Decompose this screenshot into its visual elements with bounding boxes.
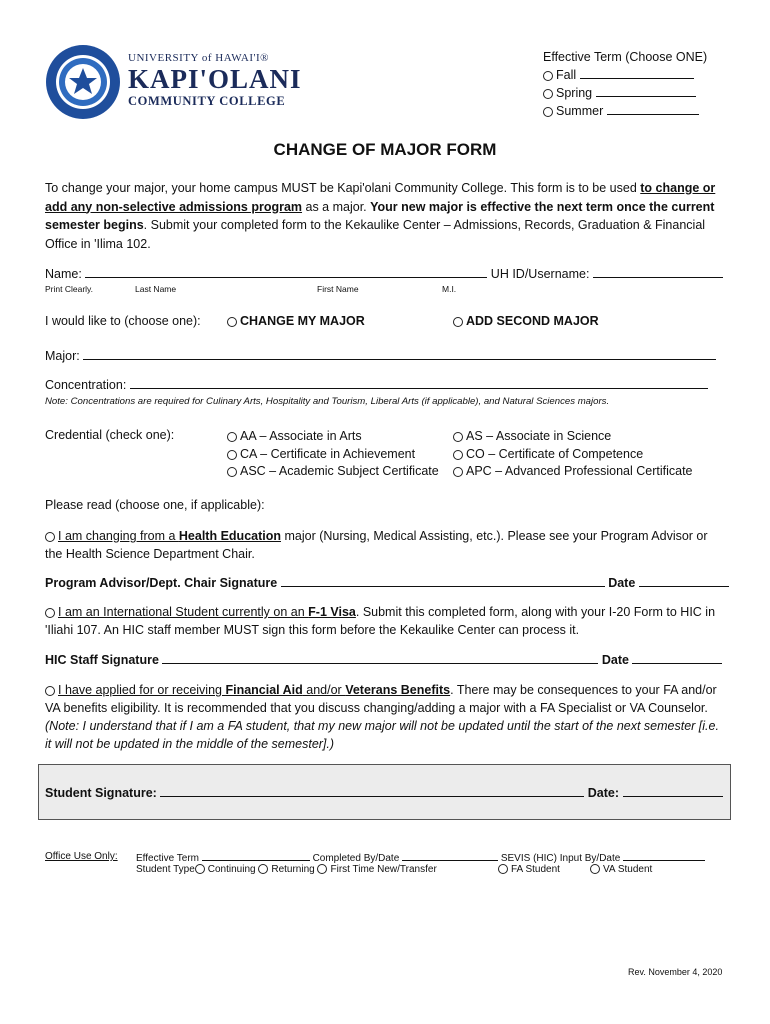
student-signature-row [45,785,723,800]
student-signature-label: Student Signature: [45,786,157,800]
term-option-summer[interactable]: Summer [543,102,707,120]
last-name-hint: Last Name [135,284,177,294]
advisor-signature-row [45,575,729,590]
radio-icon[interactable] [590,864,600,874]
advisor-signature-label: Program Advisor/Dept. Chair Signature [45,576,278,590]
major-field[interactable] [83,348,716,360]
radio-icon[interactable] [453,432,463,442]
credential-co[interactable]: CO – Certificate of Competence [453,446,693,464]
radio-icon[interactable] [45,608,55,618]
please-read-label: Please read (choose one, if applicable): [45,498,265,512]
international-student-option[interactable]: I am an International Student currently on an F-1 Visa. Submit this completed form, along with your I-20 Form to HIC in 'Iliahi 107. An HIC staff member MUST sign this form before the Kekaulike Center can process it. [45,605,716,637]
first-name-hint: First Name [317,284,359,294]
concentration-note: Note: Concentrations are required for Culinary Arts, Hospitality and Tourism, Liberal Arts (if applicable), and Natural Sciences majors. [45,396,610,407]
credential-left-column [227,428,439,481]
hic-date-field[interactable] [632,652,722,664]
credential-right-column [453,428,693,481]
radio-icon[interactable] [195,864,205,874]
radio-icon[interactable] [227,317,237,327]
office-sevis-label: SEVIS (HIC) Input By/Date [500,853,621,864]
office-fa-student[interactable]: FA Student [498,864,560,875]
university-name: UNIVERSITY of HAWAI'I® [128,52,270,64]
name-label: Name: [45,267,82,281]
college-wordmark [128,52,302,109]
office-va-student[interactable]: VA Student [590,864,652,875]
change-major-option[interactable]: CHANGE MY MAJOR [227,314,365,328]
term-option-fall[interactable]: Fall [543,66,707,84]
college-subname: COMMUNITY COLLEGE [128,94,286,108]
name-field[interactable] [85,266,487,278]
choose-label: I would like to (choose one): [45,314,201,328]
credential-apc[interactable]: APC – Advanced Professional Certificate [453,463,693,481]
uhid-field[interactable] [593,266,723,278]
concentration-field[interactable] [130,377,708,389]
radio-icon[interactable] [258,864,268,874]
student-signature-field[interactable] [160,785,584,797]
type-continuing[interactable]: Continuing [207,864,256,875]
radio-icon[interactable] [227,432,237,442]
hic-signature-field[interactable] [162,652,598,664]
credential-as[interactable]: AS – Associate in Science [453,428,693,446]
major-label: Major: [45,349,80,363]
advisor-date-field[interactable] [639,575,729,587]
major-row [45,348,716,363]
hic-signature-row [45,652,722,667]
type-first-time[interactable]: First Time New/Transfer [330,864,437,875]
student-date-field[interactable] [623,785,723,797]
credential-label: Credential (check one): [45,428,175,442]
hic-signature-label: HIC Staff Signature [45,653,159,667]
radio-icon[interactable] [543,71,553,81]
advisor-signature-field[interactable] [281,575,605,587]
office-row-2 [136,864,437,875]
office-use-label: Office Use Only: [45,851,118,862]
intro-paragraph: To change your major, your home campus MUST be Kapi'olani Community College. This form is to be used to change or add any non-selective admissions program as a major. Your new major is effective the next term once the current semester begins. Submit your completed form to the Kekaulike Center – Admissions, Records, Graduation & Financial Office in 'Ilima 102. [45,181,716,251]
college-name: KAPI'OLANI [128,64,302,94]
form-title: CHANGE OF MAJOR FORM [273,140,497,159]
college-seal-logo [45,44,121,120]
health-education-option[interactable]: I am changing from a Health Education major (Nursing, Medical Assisting, etc.). Please see your Program Advisor or the Health Science Department Chair. [45,529,708,561]
credential-aa[interactable]: AA – Associate in Arts [227,428,439,446]
hic-date-label: Date [601,653,629,667]
radio-icon[interactable] [453,450,463,460]
radio-icon[interactable] [453,467,463,477]
radio-icon[interactable] [498,864,508,874]
effective-term-block [543,48,707,120]
name-row [45,266,723,281]
radio-icon[interactable] [317,864,327,874]
radio-icon[interactable] [543,107,553,117]
office-effective-term-label: Effective Term [136,853,199,864]
office-completed-by-label: Completed By/Date [312,853,400,864]
radio-icon[interactable] [45,686,55,696]
concentration-row [45,377,708,392]
financial-aid-note: (Note: I understand that if I am a FA student, that my new major will not be updated until the start of the next semester [i.e. it will not be updated in the middle of the semester].) [45,719,719,751]
advisor-date-label: Date [608,576,636,590]
type-returning[interactable]: Returning [271,864,315,875]
credential-asc[interactable]: ASC – Academic Subject Certificate [227,463,439,481]
credential-ca[interactable]: CA – Certificate in Achievement [227,446,439,464]
student-date-label: Date: [587,786,620,800]
radio-icon[interactable] [227,467,237,477]
financial-aid-option[interactable]: I have applied for or receiving Financial Aid and/or Veterans Benefits. There may be consequences to your FA and/or VA benefits eligibility. It is recommended that you discuss changing/adding a major with a FA Specialist or VA Counselor. (Note: I understand that if I am a FA student, that my new major will not be updated until the start of the next semester [i.e. it will not be updated in the middle of the semester].) [45,681,727,753]
print-clearly-hint: Print Clearly. [45,284,94,294]
radio-icon[interactable] [453,317,463,327]
radio-icon[interactable] [227,450,237,460]
term-option-spring[interactable]: Spring [543,84,707,102]
office-effective-term-field[interactable] [202,851,310,861]
effective-term-heading: Effective Term (Choose ONE) [543,50,708,64]
office-completed-by-field[interactable] [402,851,498,861]
mi-hint: M.I. [442,284,457,294]
add-second-major-option[interactable]: ADD SECOND MAJOR [453,314,599,328]
office-student-type-label: Student Type [136,864,195,875]
radio-icon[interactable] [543,89,553,99]
office-row-1 [136,851,705,864]
office-sevis-field[interactable] [623,851,705,861]
radio-icon[interactable] [45,532,55,542]
concentration-label: Concentration: [45,378,127,392]
uhid-label: UH ID/Username: [490,267,590,281]
revision-date: Rev. November 4, 2020 [628,967,723,977]
